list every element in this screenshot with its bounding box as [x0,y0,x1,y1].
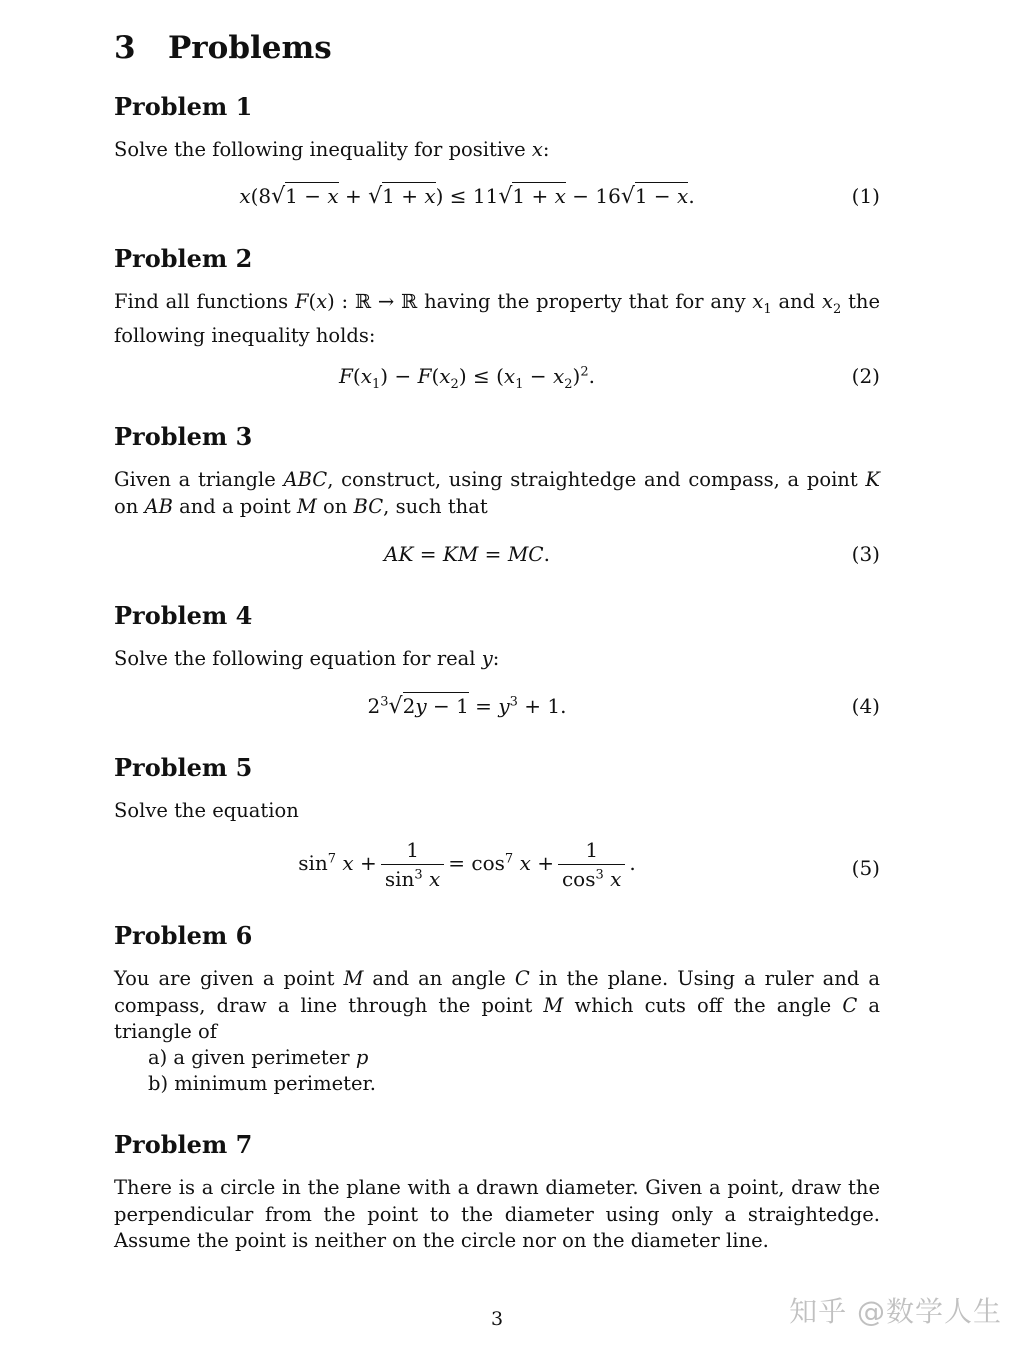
equation-5 [114,832,880,902]
problem-6-heading: Problem 6 [114,921,253,950]
problem-7-heading: Problem 7 [114,1130,253,1159]
equation-1-number: (1) [851,184,880,208]
equation-2-expression: $F(x_1) - F(x_2) \le (x_1 - x_2)^2$. [339,364,595,392]
section-title-text: Problems [168,30,332,66]
problem-5-heading: Problem 5 [114,753,253,782]
problem-5-text: Solve the equation [114,799,299,822]
problem-1-heading: Problem 1 [114,92,253,121]
problem-6-item-a: a) a given perimeter p [148,1046,369,1069]
equation-5-expression: $\sin^7 x$ + $\frac{1}{\sin^3 x}$ = $\cos^7 x$ + $\frac{1}{\cos^3 x}$ . [298,838,636,891]
page-number: 3 [490,1308,504,1330]
problem-3-text: Given a triangle ABC, construct, using straightedge and compass, a point K on AB and a point M on BC, such that [114,468,880,518]
problem-1-text: Solve the following inequality for positive x: [114,138,550,161]
equation-4-number: (4) [851,694,880,718]
equation-4 [114,686,880,730]
section-number: 3 [114,30,136,66]
equation-1 [114,176,880,220]
problem-3-heading: Problem 3 [114,422,253,451]
problem-2-heading: Problem 2 [114,244,253,273]
problem-2-text: Find all functions F(x) : ℝ → ℝ having the property that for any $x_1$ and $x_2$ the following inequality holds: [114,290,881,348]
section-title [114,30,332,66]
equation-3 [114,534,880,578]
problem-7-text: There is a circle in the plane with a drawn diameter. Given a point, draw the perpendicular from the point to the diameter using only a straightedge. Assume the point is neither on the circle nor on the diameter line. [114,1176,880,1252]
problem-6-item-b: b) minimum perimeter. [148,1072,376,1095]
problem-4-heading: Problem 4 [114,601,253,630]
problem-6-text: You are given a point M and an angle C in the plane. Using a ruler and a compass, draw a line through the point M which cuts off the angle C a triangle of [114,967,880,1043]
equation-5-number: (5) [851,856,880,880]
equation-3-number: (3) [851,542,880,566]
equation-2-number: (2) [851,364,880,388]
equation-4-expression: $2^3√2y - 1 = y^3 + 1$. [367,694,567,719]
watermark: 知乎 @数学人生 [789,1295,1002,1328]
equation-2 [114,356,880,400]
equation-3-expression: AK = KM = MC. [384,542,550,566]
problem-4-text: Solve the following equation for real y: [114,647,500,670]
equation-1-expression: x(8√1 − x + √1 + x) ≤ 11√1 + x − 16√1 − x. [239,184,695,209]
